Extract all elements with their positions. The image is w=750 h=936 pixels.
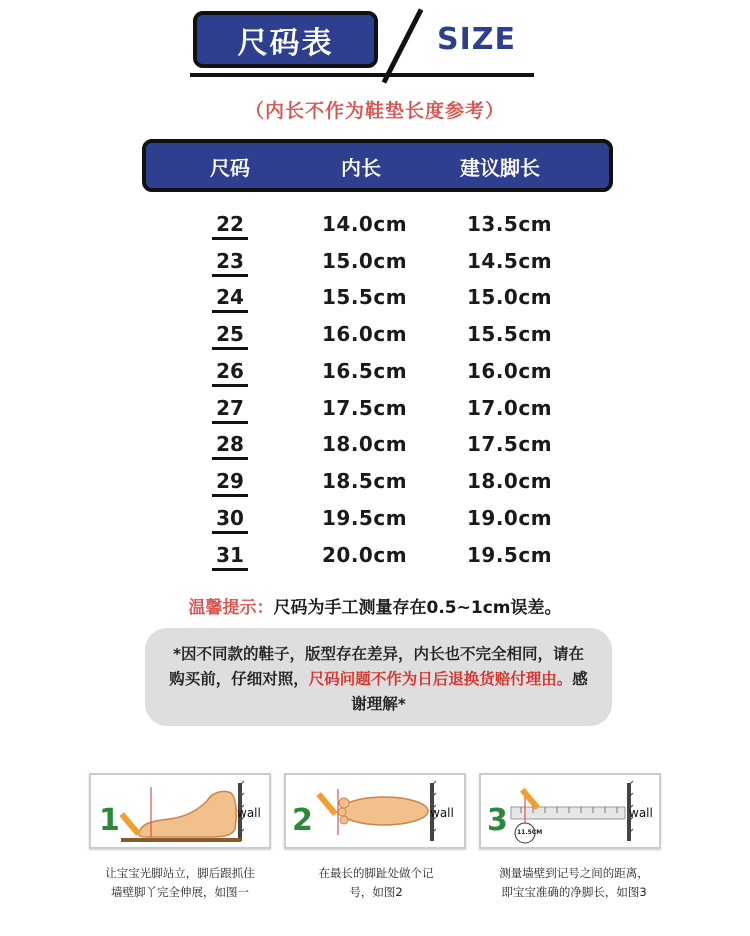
column-header-inner-length: 内长	[341, 156, 381, 180]
foot-length-cell: 19.5cm	[467, 543, 553, 567]
size-cell: 30	[216, 506, 244, 530]
step-3-number: 3	[487, 803, 508, 838]
subtitle-note: （内长不作为鞋垫长度参考）	[244, 100, 505, 122]
title-underline	[190, 73, 534, 77]
inner-length-cell: 16.0cm	[322, 322, 408, 346]
foot-length-cell: 19.0cm	[467, 506, 553, 530]
inner-length-cell: 15.5cm	[322, 285, 408, 309]
table-row	[0, 355, 750, 392]
size-cell: 25	[216, 322, 244, 346]
table-row	[0, 502, 750, 539]
inner-length-cell: 18.0cm	[322, 432, 408, 456]
notice-box	[145, 628, 612, 726]
step-2-caption-line1: 在最长的脚趾处做个记	[318, 866, 434, 880]
step-3-illustration	[479, 773, 661, 849]
table-row	[0, 318, 750, 355]
inner-length-cell: 15.0cm	[322, 249, 408, 273]
table-row	[0, 281, 750, 318]
foot-length-cell: 14.5cm	[467, 249, 553, 273]
step-3-caption-line1: 测量墙壁到记号之间的距离，	[499, 866, 649, 880]
size-chart-title: 尺码表	[237, 25, 334, 61]
size-underline	[212, 237, 248, 240]
foot-length-cell: 16.0cm	[467, 359, 553, 383]
step-1-caption-line1: 让宝宝光脚站立，脚后跟抓住	[105, 866, 255, 880]
size-underline	[212, 384, 248, 387]
column-header-size: 尺码	[210, 156, 250, 180]
foot-length-cell: 15.5cm	[467, 322, 553, 346]
table-row	[0, 245, 750, 282]
inner-length-cell: 17.5cm	[322, 396, 408, 420]
inner-length-cell: 19.5cm	[322, 506, 408, 530]
table-row	[0, 465, 750, 502]
step-3-caption-line2: 即宝宝准确的净脚长，如图3	[501, 885, 647, 899]
size-cell: 24	[216, 285, 244, 309]
size-cell: 31	[216, 543, 244, 567]
wall-label: wall	[430, 806, 454, 820]
size-underline	[212, 347, 248, 350]
size-underline	[212, 274, 248, 277]
table-row	[0, 428, 750, 465]
step-2-caption	[282, 864, 470, 902]
notice-text-part1: *因不同款的鞋子，版型存在差异，内长也不完全相同，请在购买前，仔细对照，	[169, 645, 585, 688]
inner-length-cell: 20.0cm	[322, 543, 408, 567]
notice-text-warning: 尺码问题不作为日后退换货赔付理由。	[308, 670, 573, 688]
tip-label: 温馨提示：	[188, 598, 274, 618]
size-cell: 29	[216, 469, 244, 493]
table-row	[0, 392, 750, 429]
size-cell: 22	[216, 212, 244, 236]
table-row	[0, 539, 750, 576]
size-underline	[212, 421, 248, 424]
foot-length-cell: 13.5cm	[467, 212, 553, 236]
step-2-illustration	[284, 773, 466, 849]
foot-length-cell: 18.0cm	[467, 469, 553, 493]
size-cell: 27	[216, 396, 244, 420]
size-underline	[212, 531, 248, 534]
tip-text: 尺码为手工测量存在0.5~1cm误差。	[273, 598, 562, 618]
wall-label: wall	[237, 806, 261, 820]
step-1-caption	[86, 864, 274, 902]
step-2-number: 2	[292, 803, 313, 838]
inner-length-cell: 16.5cm	[322, 359, 408, 383]
size-chart-title-box	[193, 11, 378, 68]
size-cell: 28	[216, 432, 244, 456]
size-underline	[212, 310, 248, 313]
size-cell: 23	[216, 249, 244, 273]
inner-length-cell: 14.0cm	[322, 212, 408, 236]
notice-text-thanks: 感谢理解*	[351, 670, 588, 713]
wall-label: wall	[629, 806, 653, 820]
step-2-caption-line2: 号，如图2	[349, 885, 403, 899]
table-row	[0, 208, 750, 245]
size-underline	[212, 457, 248, 460]
ruler-reading-label: 11.5CM	[517, 829, 543, 836]
foot-length-cell: 17.5cm	[467, 432, 553, 456]
size-cell: 26	[216, 359, 244, 383]
step-1-illustration	[89, 773, 271, 849]
foot-length-cell: 15.0cm	[467, 285, 553, 309]
step-1-number: 1	[99, 803, 120, 838]
inner-length-cell: 18.5cm	[322, 469, 408, 493]
column-header-foot-length: 建议脚长	[460, 156, 540, 180]
foot-length-cell: 17.0cm	[467, 396, 553, 420]
step-3-caption	[480, 864, 668, 902]
size-label: SIZE	[437, 22, 517, 57]
size-underline	[212, 494, 248, 497]
step-1-caption-line2: 墙壁脚丫完全伸展，如图一	[111, 885, 249, 899]
size-underline	[212, 568, 248, 571]
tip-line	[0, 593, 750, 618]
